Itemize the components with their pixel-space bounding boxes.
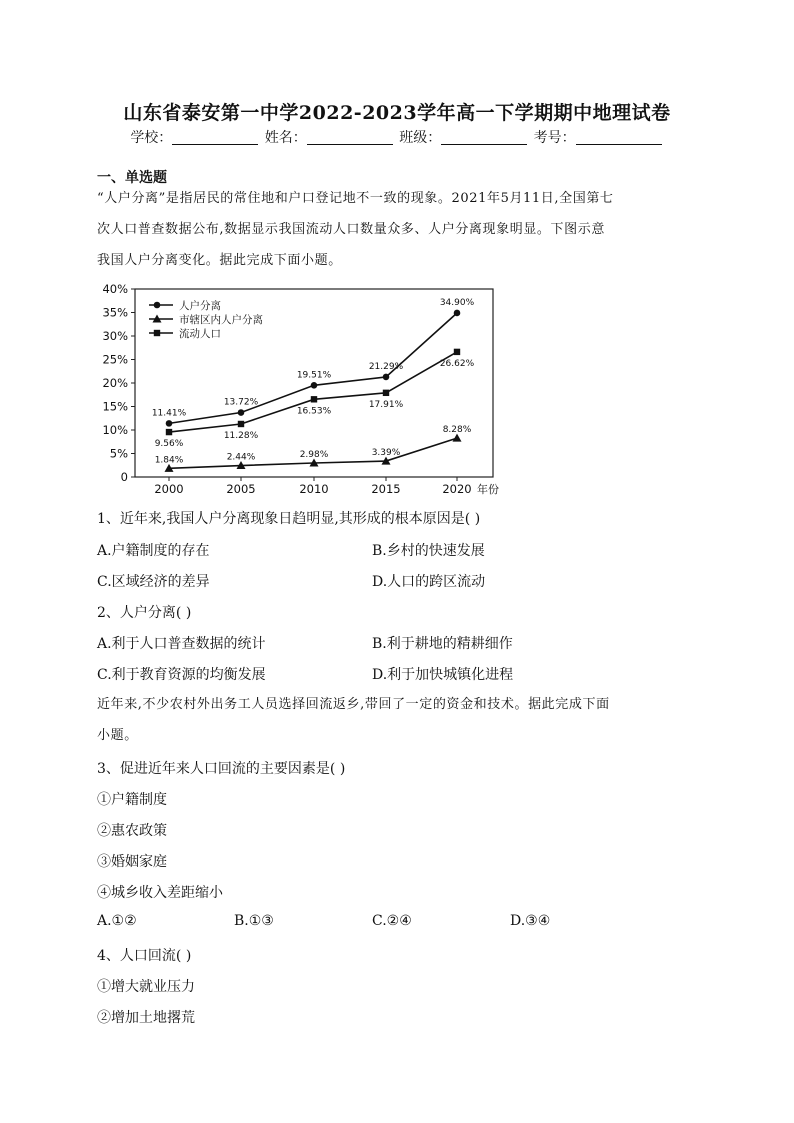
data-point-circle bbox=[383, 374, 390, 381]
page-title: 山东省泰安第一中学2022-2023学年高一下学期期中地理试卷 bbox=[123, 102, 671, 124]
data-label: 1.84% bbox=[154, 455, 184, 466]
legend-label: 流动人口 bbox=[179, 328, 221, 340]
name-blank[interactable] bbox=[307, 130, 393, 145]
passage-1-line: 我国人户分离变化。据此完成下面小题。 bbox=[97, 253, 342, 268]
data-label: 9.56% bbox=[154, 439, 184, 450]
q4-item: ①增大就业压力 bbox=[97, 979, 195, 995]
data-point-square bbox=[454, 349, 460, 355]
passage-2-line: 近年来,不少农村外出务工人员选择回流返乡,带回了一定的资金和技术。据此完成下面 bbox=[97, 697, 610, 712]
passage-1-line: 次人口普查数据公布,数据显示我国流动人口数量众多、人户分离现象明显。下图示意 bbox=[97, 222, 605, 237]
data-label: 19.51% bbox=[296, 370, 332, 381]
q3-option-a[interactable]: A.①② bbox=[97, 913, 137, 929]
data-point-circle bbox=[454, 310, 461, 317]
question-1-stem: 1、近年来,我国人户分离现象日趋明显,其形成的根本原因是( ) bbox=[97, 511, 481, 527]
passage-1 bbox=[97, 183, 707, 276]
data-label: 3.39% bbox=[371, 448, 401, 459]
y-tick-label: 25% bbox=[102, 352, 128, 367]
q1-option-a[interactable]: A.户籍制度的存在 bbox=[97, 543, 210, 559]
q3-item: ④城乡收入差距缩小 bbox=[97, 885, 223, 901]
q3-item: ②惠农政策 bbox=[97, 823, 167, 839]
q2-option-a[interactable]: A.利于人口普查数据的统计 bbox=[97, 636, 266, 652]
x-tick-label: 2005 bbox=[226, 482, 256, 496]
legend-marker-circle bbox=[154, 302, 161, 309]
passage-2-line: 小题。 bbox=[97, 728, 138, 743]
y-tick-label: 40% bbox=[102, 282, 128, 296]
data-point-square bbox=[238, 421, 244, 427]
q2-option-c[interactable]: C.利于教育资源的均衡发展 bbox=[97, 667, 266, 683]
legend-marker-square bbox=[154, 330, 160, 336]
population-chart bbox=[95, 282, 499, 498]
y-tick-label: 15% bbox=[102, 399, 128, 414]
q3-option-d[interactable]: D.③④ bbox=[510, 913, 551, 929]
student-info-line bbox=[0, 127, 794, 147]
passage-2 bbox=[97, 689, 707, 751]
school-label: 学校： bbox=[130, 130, 173, 146]
passage-1-line: “人户分离”是指居民的常住地和户口登记地不一致的现象。2021年5月11日,全国第七 bbox=[97, 191, 614, 206]
q3-item: ①户籍制度 bbox=[97, 792, 167, 808]
class-blank[interactable] bbox=[441, 130, 527, 145]
data-label: 11.28% bbox=[223, 430, 259, 441]
data-label: 8.28% bbox=[442, 425, 472, 436]
y-tick-label: 10% bbox=[102, 423, 128, 437]
school-blank[interactable] bbox=[172, 130, 258, 145]
question-3-stem: 3、促进近年来人口回流的主要因素是( ) bbox=[97, 761, 346, 777]
chart-svg bbox=[95, 282, 499, 498]
series-line-square bbox=[169, 352, 457, 432]
data-point-square bbox=[166, 429, 172, 435]
q3-option-c[interactable]: C.②④ bbox=[372, 913, 412, 929]
data-point-circle bbox=[238, 409, 245, 416]
name-label: 姓名： bbox=[264, 130, 307, 146]
data-label: 2.44% bbox=[226, 452, 256, 463]
q1-option-c[interactable]: C.区域经济的差异 bbox=[97, 574, 210, 590]
q2-option-d[interactable]: D.利于加快城镇化进程 bbox=[372, 667, 514, 683]
data-label: 26.62% bbox=[439, 358, 475, 369]
question-4-stem: 4、人口回流( ) bbox=[97, 948, 192, 964]
q3-item: ③婚姻家庭 bbox=[97, 854, 167, 870]
q1-option-d[interactable]: D.人口的跨区流动 bbox=[372, 574, 486, 590]
y-tick-label: 0 bbox=[120, 470, 128, 484]
data-point-square bbox=[311, 396, 317, 402]
x-tick-label: 2000 bbox=[154, 482, 184, 496]
y-tick-label: 20% bbox=[102, 376, 128, 390]
exam-no-blank[interactable] bbox=[576, 130, 662, 145]
q1-option-b[interactable]: B.乡村的快速发展 bbox=[372, 543, 485, 559]
data-point-circle bbox=[311, 382, 318, 389]
x-tick-label: 2015 bbox=[371, 482, 401, 496]
legend-label: 人户分离 bbox=[179, 300, 221, 312]
y-tick-label: 30% bbox=[102, 329, 128, 343]
data-label: 13.72% bbox=[223, 397, 259, 408]
data-point-square bbox=[383, 390, 389, 396]
data-label: 34.90% bbox=[439, 297, 475, 308]
exam-no-label: 考号： bbox=[533, 130, 576, 146]
x-unit-label: 年份 bbox=[477, 483, 499, 496]
y-tick-label: 35% bbox=[102, 305, 128, 320]
data-label: 17.91% bbox=[368, 399, 404, 410]
data-label: 11.41% bbox=[151, 408, 187, 419]
q2-option-b[interactable]: B.利于耕地的精耕细作 bbox=[372, 636, 513, 652]
q4-item: ②增加土地撂荒 bbox=[97, 1010, 195, 1026]
y-tick-label: 5% bbox=[109, 446, 128, 461]
data-label: 21.29% bbox=[368, 361, 404, 372]
data-label: 2.98% bbox=[299, 449, 329, 460]
q3-option-b[interactable]: B.①③ bbox=[234, 913, 274, 929]
data-point-circle bbox=[166, 420, 173, 427]
data-label: 16.53% bbox=[296, 406, 332, 417]
x-tick-label: 2010 bbox=[299, 482, 329, 496]
x-tick-label: 2020 bbox=[442, 482, 472, 496]
class-label: 班级： bbox=[399, 130, 442, 146]
section-heading: 一、单选题 bbox=[97, 170, 167, 186]
question-2-stem: 2、人户分离( ) bbox=[97, 605, 192, 621]
legend-label: 市辖区内人户分离 bbox=[179, 314, 263, 326]
